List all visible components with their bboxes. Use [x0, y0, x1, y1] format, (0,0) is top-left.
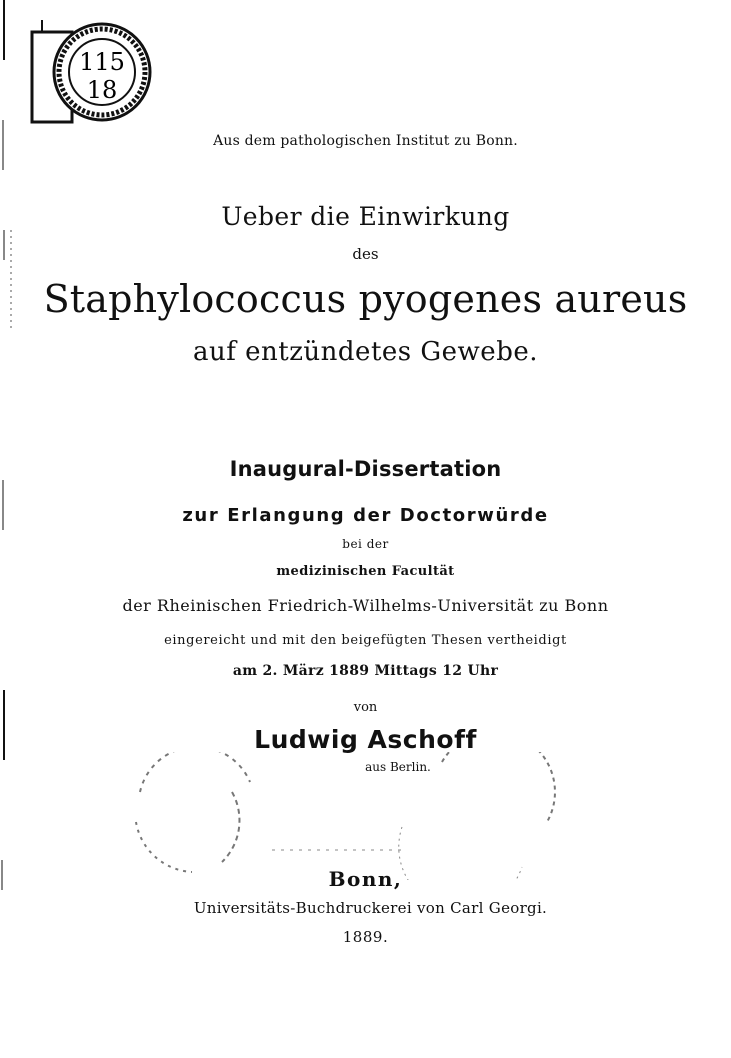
date-line: am 2. März 1889 Mittags 12 Uhr — [232, 663, 499, 679]
stamp-number-bottom: 18 — [86, 76, 118, 104]
university-line: der Rheinischen Friedrich-Wilhelms-Universität zu Bonn — [122, 596, 609, 615]
publication-year: 1889. — [342, 928, 389, 946]
submitted-line: eingereicht und mit den beigefügten Thesen vertheidigt — [164, 633, 567, 648]
faded-stamp-marks — [122, 752, 562, 880]
stamp-number-top: 115 — [79, 48, 125, 76]
purpose-line: zur Erlangung der Doctorwürde — [182, 505, 549, 526]
faculty-line: medizinischen Facultät — [276, 564, 455, 579]
von-line: von — [353, 700, 378, 715]
author-name: Ludwig Aschoff — [254, 725, 477, 754]
printer-line: Universitäts-Buchdruckerei von Carl Georgi. — [193, 899, 548, 917]
dissertation-heading: Inaugural-Dissertation — [229, 457, 502, 481]
title-line-1: Ueber die Einwirkung — [221, 202, 510, 231]
title-line-4: auf entzündetes Gewebe. — [193, 337, 538, 367]
library-stamp — [22, 12, 160, 130]
publication-city: Bonn, — [328, 867, 403, 891]
scan-margin-marks — [0, 0, 14, 1058]
bei-der-line: bei der — [342, 537, 389, 551]
title-line-3: Staphylococcus pyogenes aureus — [43, 277, 688, 321]
title-line-2: des — [352, 245, 379, 263]
author-origin: aus Berlin. — [365, 760, 431, 774]
institute-line: Aus dem pathologischen Institut zu Bonn. — [213, 133, 518, 149]
